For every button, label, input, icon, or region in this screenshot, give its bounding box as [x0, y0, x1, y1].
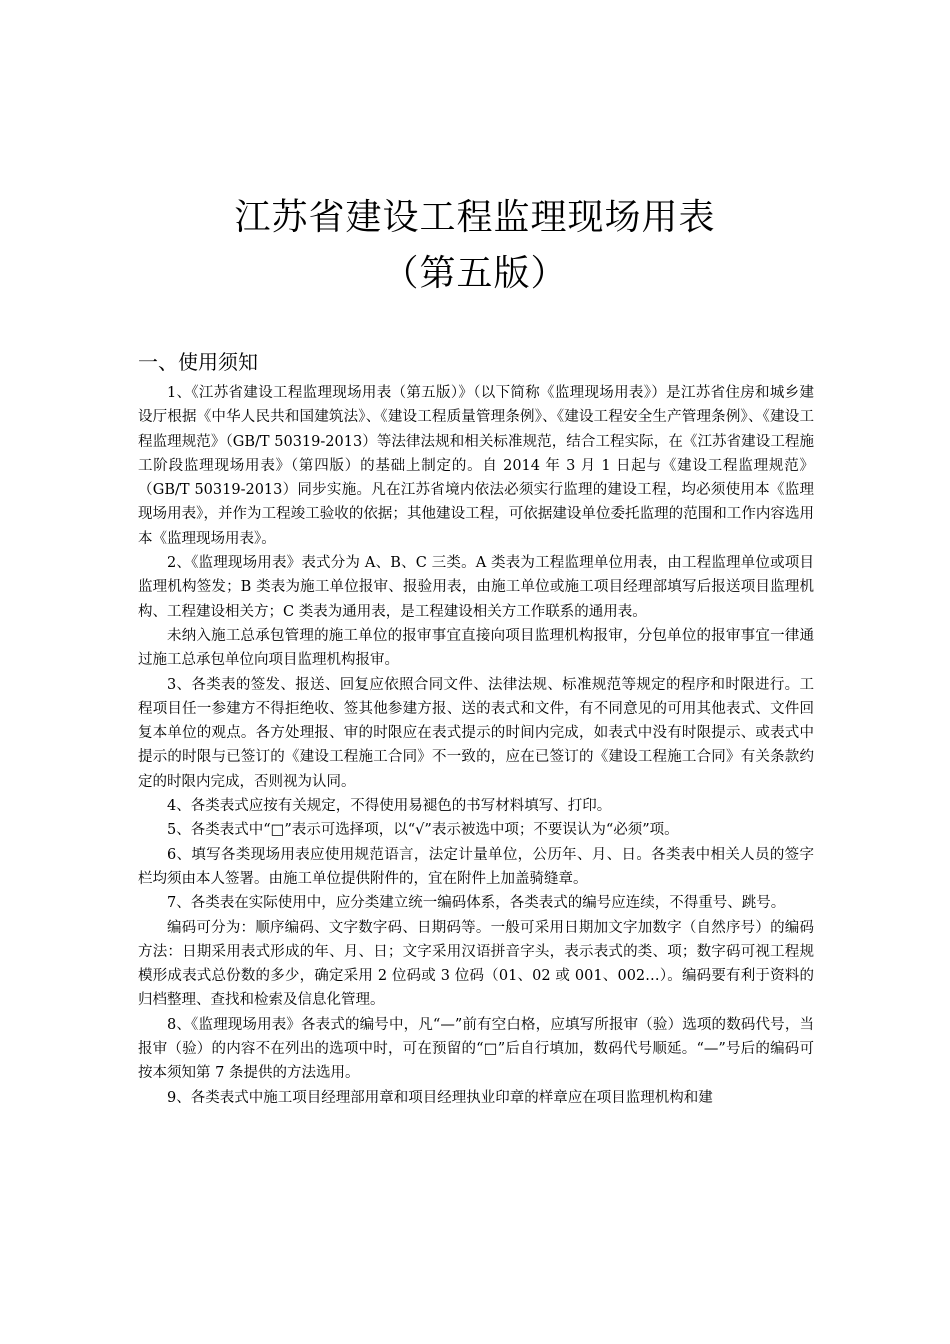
document-title [0, 190, 950, 302]
paragraph-2-note: 未纳入施工总承包管理的施工单位的报审事宜直接向项目监理机构报审，分包单位的报审事宜一律通过施工总承包单位向项目监理机构报审。 [138, 627, 814, 669]
paragraph-4: 4、各类表式应按有关规定，不得使用易褪色的书写材料填写、打印。 [167, 798, 612, 815]
title-line-edition: （第五版） [382, 253, 568, 294]
paragraph-3: 3、各类表的签发、报送、回复应依照合同文件、法律法规、标准规范等规定的程序和时限进行。工程项目任一参建方不得拒绝收、签其他参建方报、送的表式和文件，有不同意见的可用其他表式、文件回复本单位的观点。各方处理报、审的时限应在表式提示的时间内完成，如表式中没有时限提示、或表式中提示的时限与已签订的《建设工程施工合同》不一致的，应在已签订的《建设工程施工合同》有关条款约定的时限内完成，否则视为认同。 [138, 676, 814, 790]
paragraph-5: 5、各类表式中“□”表示可选择项，以“√”表示被选中项；不要误认为“必须”项。 [167, 822, 679, 839]
paragraph-7: 7、各类表在实际使用中，应分类建立统一编码体系，各类表式的编号应连续，不得重号、跳号。 [167, 895, 786, 912]
paragraph-8: 8、《监理现场用表》各表式的编号中，凡“—”前有空白格，应填写所报审（验）选项的数码代号，当报审（验）的内容不在列出的选项中时，可在预留的“□”后自行填加，数码代号顺延。“—”号后的编码可按本须知第 7 条提供的方法选用。 [138, 1016, 814, 1082]
paragraph-2: 2、《监理现场用表》表式分为 A、B、C 三类。A 类表为工程监理单位用表，由工程监理单位或项目监理机构签发；B 类表为施工单位报审、报验用表，由施工单位或施工项目经理部填写后报送项目监理机构、工程建设相关方；C 类表为通用表，是工程建设相关方工作联系的通用表。 [138, 555, 814, 620]
paragraph-1: 1、《江苏省建设工程监理现场用表（第五版）》（以下简称《监理现场用表》）是江苏省住房和城乡建设厅根据《中华人民共和国建筑法》、《建设工程质量管理条例》、《建设工程安全生产管理条例》、《建设工程监理规范》（GB/T 50319-2013）等法律法规和相关标准规范，结合工程实际，在《江苏省建设工程施工阶段监理现场用表》（第四版）的基础上制定的。自 2014 年 3 月 1 日起与《建设工程监理规范》（GB/T 50319-2013）同步实施。凡在江苏省境内依法必须实行监理的建设工程，均必须使用本《监理现场用表》，并作为工程竣工验收的依据；其他建设工程，可依据建设单位委托监理的范围和工作内容选用本《监理现场用表》。 [138, 385, 814, 547]
section-heading-usage-notes: 一、使用须知 [138, 350, 258, 374]
paragraph-9: 9、各类表式中施工项目经理部用章和项目经理执业印章的样章应在项目监理机构和建 [167, 1089, 713, 1106]
paragraph-7-note: 编码可分为：顺序编码、文字数字码、日期码等。一般可采用日期加文字加数字（自然序号）的编码方法：日期采用表式形成的年、月、日；文字采用汉语拼音字头，表示表式的类、项；数字码可视工程规模形成表式总份数的多少，确定采用 2 位码或 3 位码（01、02 或 001、002…）。编码要有利于资料的归档整理、查找和检索及信息化管理。 [138, 919, 814, 1009]
body-text [138, 381, 814, 1110]
paragraph-6: 6、填写各类现场用表应使用规范语言，法定计量单位，公历年、月、日。各类表中相关人员的签字栏均须由本人签署。由施工单位提供附件的，宜在附件上加盖骑缝章。 [138, 846, 814, 887]
title-line-main: 江苏省建设工程监理现场用表 [234, 197, 716, 238]
